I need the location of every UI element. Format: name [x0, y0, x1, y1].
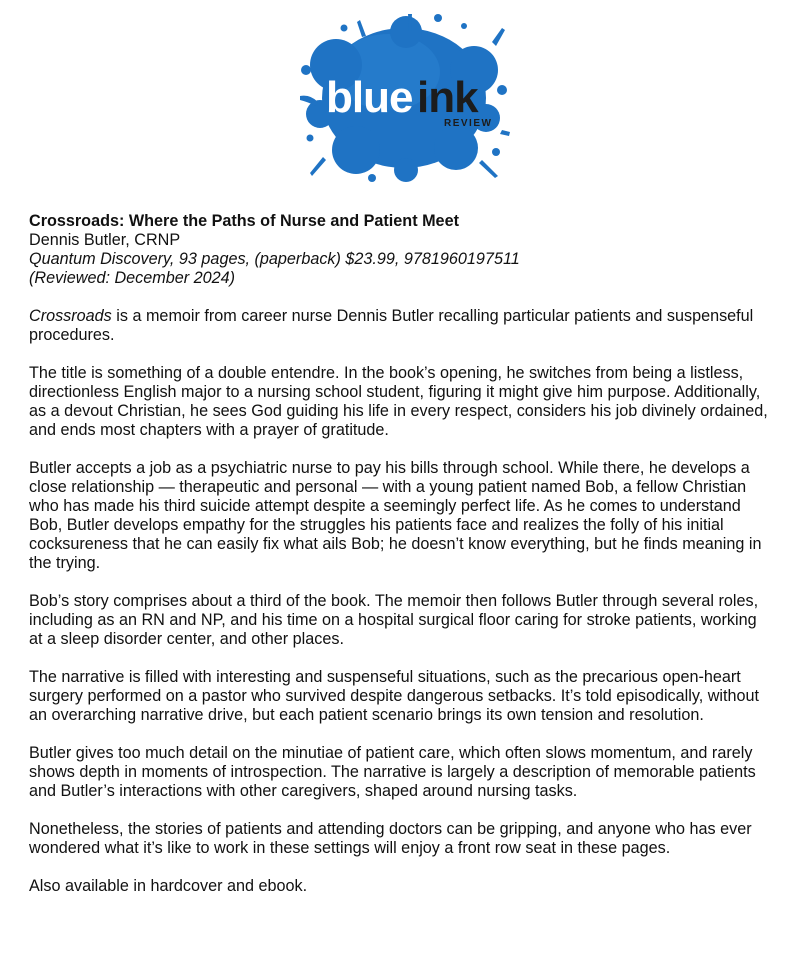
- availability-note: Also available in hardcover and ebook.: [29, 877, 308, 895]
- book-title: Crossroads: Where the Paths of Nurse and Patient Meet: [29, 212, 459, 230]
- review-paragraph: Nonetheless, the stories of patients and attending doctors can be gripping, and anyone who has ever wondered what it’s like to work in these settings will enjoy a front row seat in these pages.: [29, 820, 752, 857]
- review-paragraph: Butler gives too much detail on the minutiae of patient care, which often slows momentum, and rarely shows depth in moments of introspection. The narrative is largely a description of memorable patients and Butler’s interactions with other caregivers, shaped around nursing tasks.: [29, 744, 756, 800]
- review-paragraph: Bob’s story comprises about a third of the book. The memoir then follows Butler through several roles, including as an RN and NP, and his time on a hospital surgical floor caring for stroke patients, working at a sleep disorder center, and other places.: [29, 592, 759, 648]
- review-document: [29, 212, 774, 896]
- blueink-review-logo: [296, 10, 512, 185]
- book-publication-details: Quantum Discovery, 93 pages, (paperback) $23.99, 9781960197511: [29, 250, 520, 268]
- logo-word-blue: blue: [326, 73, 413, 122]
- review-date: (Reviewed: December 2024): [29, 269, 236, 287]
- book-author: Dennis Butler, CRNP: [29, 231, 181, 249]
- review-paragraph-intro: [29, 307, 774, 345]
- intro-book-title: Crossroads: [29, 307, 112, 325]
- ink-splash-icon: [296, 10, 512, 185]
- review-paragraph: The title is something of a double entendre. In the book’s opening, he switches from being a listless, directionless English major to a nursing school student, figuring it might give him purpose. Additionally, as a devout Christian, he sees God guiding his life in every respect, considers his job divinely ordained, and ends most chapters with a prayer of gratitude.: [29, 364, 768, 439]
- intro-text: is a memoir from career nurse Dennis Butler recalling particular patients and suspenseful procedures.: [29, 307, 754, 344]
- review-paragraph: Butler accepts a job as a psychiatric nurse to pay his bills through school. While there, he develops a close relationship — therapeutic and personal — with a young patient named Bob, a fellow Christian who has made his third suicide attempt despite a seemingly perfect life. As he comes to understand Bob, Butler develops empathy for the struggles his patients face and realizes the folly of his initial cocksureness that he can easily fix what ails Bob; he doesn’t know everything, but he finds meaning in the trying.: [29, 459, 762, 572]
- logo-word-review: REVIEW: [444, 118, 493, 129]
- book-header: [29, 212, 774, 288]
- review-paragraph: The narrative is filled with interesting and suspenseful situations, such as the precarious open-heart surgery performed on a pastor who survived despite dangerous setbacks. It’s told episodically, without an overarching narrative drive, but each patient scenario brings its own tension and resolution.: [29, 668, 760, 724]
- logo-word-ink: ink: [417, 73, 478, 122]
